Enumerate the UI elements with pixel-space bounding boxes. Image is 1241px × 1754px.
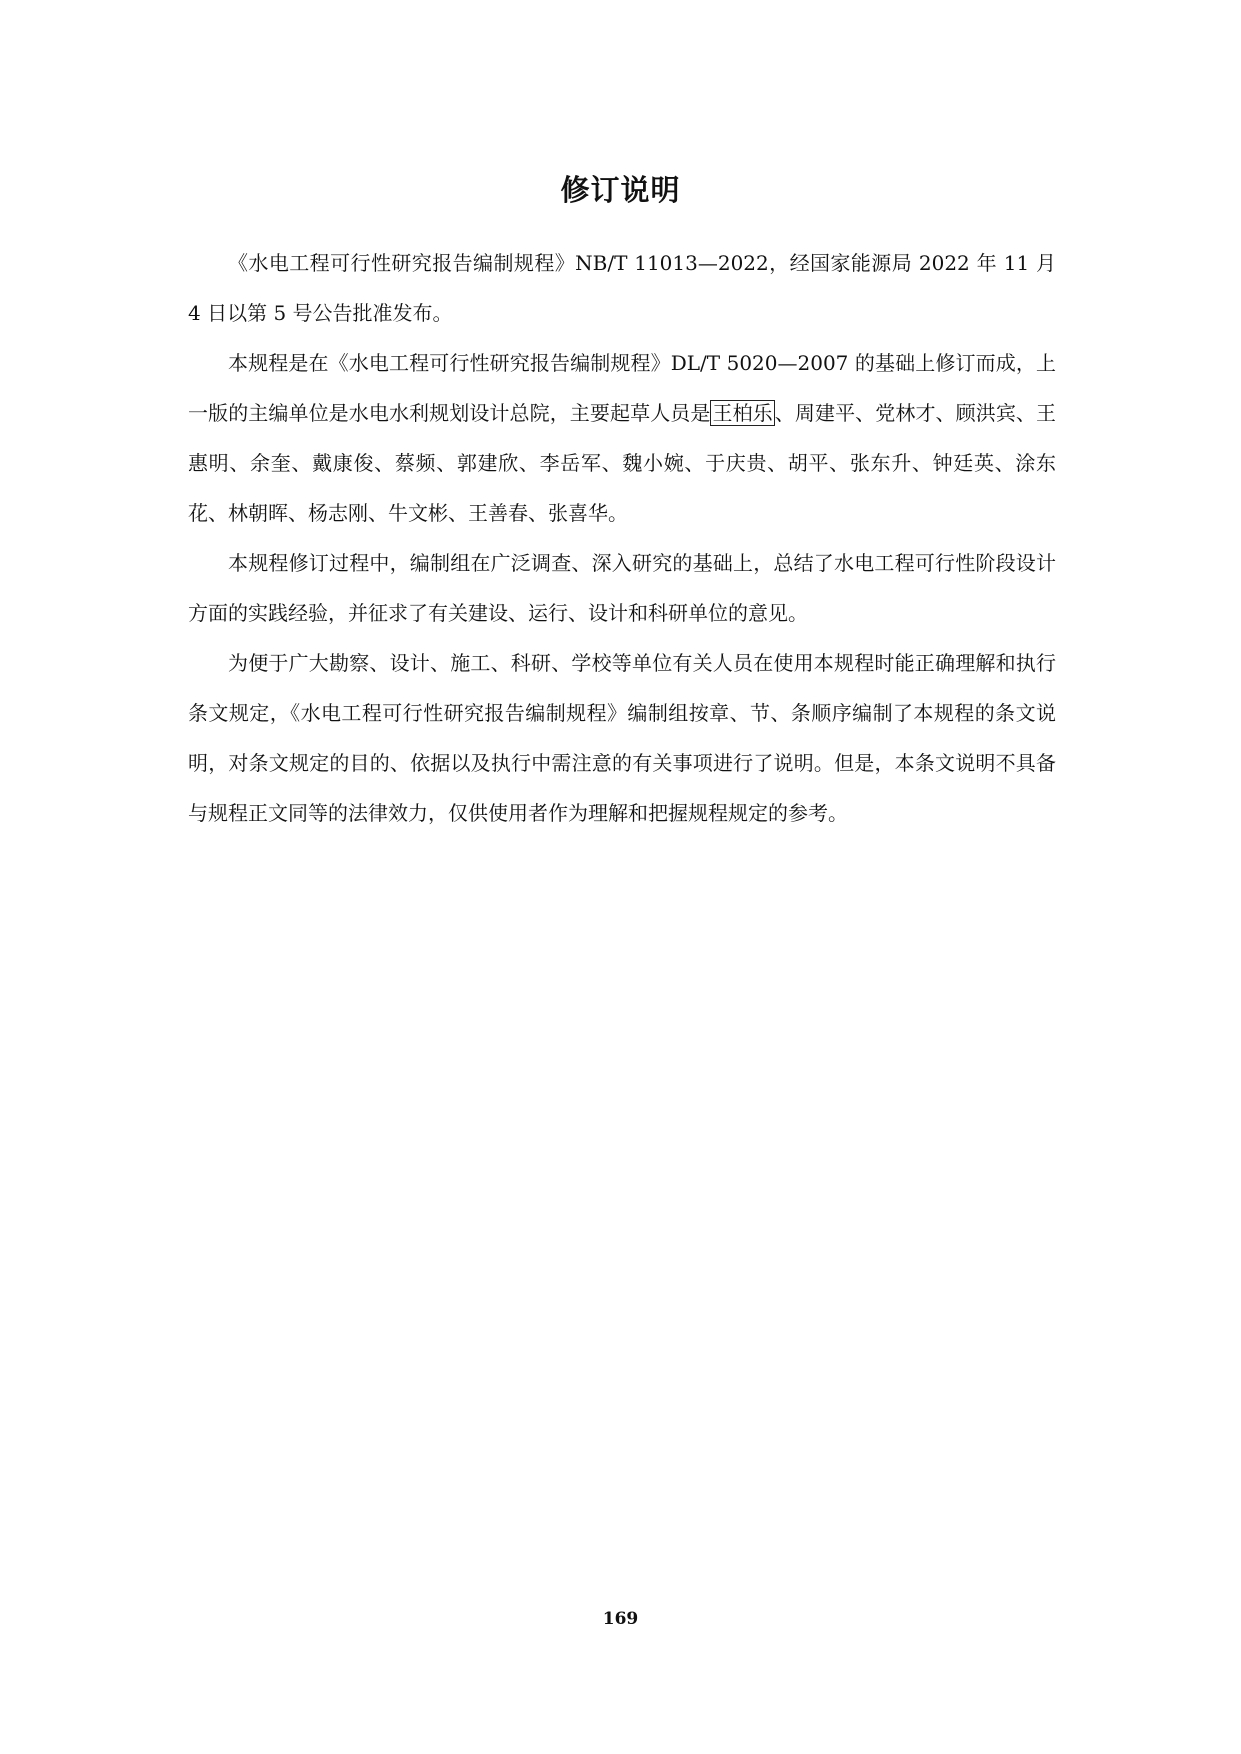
paragraph-previous-edition-lead: 本规程是在《水电工程可行性研究报告编制规程》DL/T 5020—2007 的基础上修订而成，上一版的主编单位是水电水利规划设计总院，主要起草人员是 bbox=[188, 351, 1056, 425]
highlighted-name-box: 王柏乐 bbox=[712, 401, 773, 425]
body-text bbox=[188, 238, 1056, 838]
paragraph-revision-process: 本规程修订过程中，编制组在广泛调查、深入研究的基础上，总结了水电工程可行性阶段设计方面的实践经验，并征求了有关建设、运行、设计和科研单位的意见。 bbox=[188, 551, 1056, 625]
paragraph-usage-note: 为便于广大勘察、设计、施工、科研、学校等单位有关人员在使用本规程时能正确理解和执行条文规定，《水电工程可行性研究报告编制规程》编制组按章、节、条顺序编制了本规程的条文说明，对条文规定的目的、依据以及执行中需注意的有关事项进行了说明。但是，本条文说明不具备与规程正文同等的法律效力，仅供使用者作为理解和把握规程规定的参考。 bbox=[188, 651, 1056, 825]
paragraph-previous-edition bbox=[188, 338, 1056, 538]
paragraph-approval: 《水电工程可行性研究报告编制规程》NB/T 11013—2022，经国家能源局 2022 年 11 月 4 日以第 5 号公告批准发布。 bbox=[188, 251, 1056, 325]
paragraph-previous-edition-tail: 、周建平、党林才、顾洪宾、王惠明、余奎、戴康俊、蔡频、郭建欣、李岳军、魏小婉、于庆贵、胡平、张东升、钟廷英、涂东花、林朝晖、杨志刚、牛文彬、王善春、张喜华。 bbox=[188, 401, 1057, 525]
page-title: 修订说明 bbox=[560, 173, 681, 207]
page-number: 169 bbox=[602, 1609, 639, 1629]
